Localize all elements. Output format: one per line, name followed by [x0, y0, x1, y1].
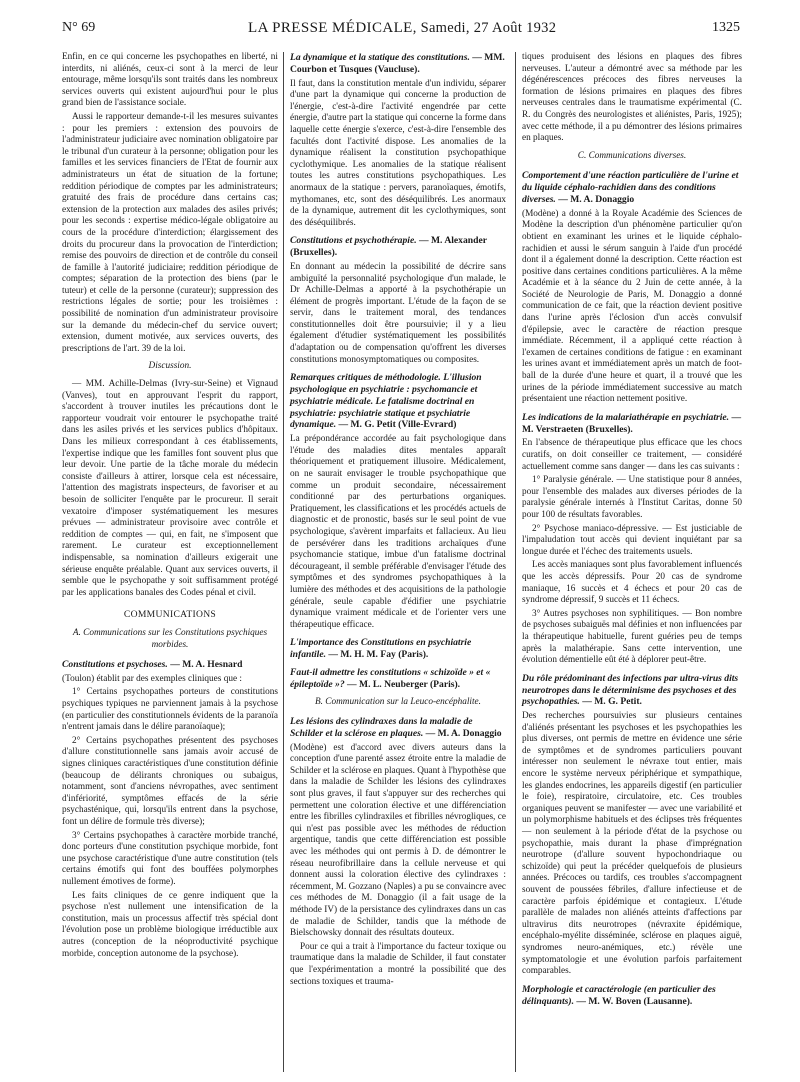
- communications-heading: COMMUNICATIONS: [123, 609, 217, 621]
- paragraph: (Modène) a donné à la Royale Académie des Sciences de Modène la description d'un phénomène particulier qu'on obtient en examinant les urines et le liquide céphalo-rachidien et aussi le sérum sanguin à l'aide d'un procédé dont il a également donné la description. Cette réaction est positive dans certaines conditions particulières. A la même Académie et à la séance du 2 Juin de cette année, à la Société de Neurologie de Paris, M. Donaggio a donné communication de ce fait, que la réaction devient positive dans l'urine après l'éclosion d'un accès convulsif d'épilepsie, avec le caractère de réaction presque immédiate. Récemment, il a appliqué cette réaction à l'examen de certaines conditions de fatigue : en examinant les urines avant et immédiatement après un match de foot-ball de la durée d'une heure et quart, il a trouvé que les urines de la période immédiatement successive au match présentaient une réaction nettement positive.: [522, 208, 742, 405]
- article-author: — M. Alexander (Bruxelles).: [290, 235, 487, 259]
- paragraph: 2° Certains psychopathes présentent des psychoses d'allure constitutionnelle sans jamais avoir accusé de signes cliniques caractéristiques d'une constitution définie (beaucoup de délirants chroniques ou subaigus, notamment, sont d'anciens névropathes, avec sentiment d'infériorité, symptômes effacés de la série psychasténique, qui, lorsqu'ils entrent dans la psychose, font un délire de formule très diverse);: [62, 735, 278, 828]
- article-heading: [290, 52, 506, 76]
- article-author: — M. Verstraeten (Bruxelles).: [522, 411, 742, 435]
- paragraph: Les accès maniaques sont plus favorablement influencés que les accès dépressifs. Pour 20 cas de syndrome maniaque, 16 succès et 4 échecs et pour 20 cas de syndrome dépressif, 9 succès et 11 échecs.: [522, 560, 742, 606]
- article-heading: [522, 984, 742, 1008]
- article-author: — M. A. Donaggio: [555, 193, 635, 205]
- paragraph: La prépondérance accordée au fait psychologique dans l'étude des maladies dites mentales apparaît théoriquement et pratiquement illusoire. Médicalement, on ne saurait envisager le trouble psychopathique que comme un produit secondaire, nécessairement conditionné par des perturbations organiques. Pratiquement, les classifications et les procédés actuels de diagnostic et de pronostic, basés sur le seul point de vue psychologique, s'avèrent imparfaits et fallacieux. Au lieu de persévérer dans les traditions archaïques d'une psychomancie statique, imbue d'un fatalisme doctrinal décourageant, il semble préférable d'envisager l'étude des symptômes et des syndromes psychopathiques à la lumière des méthodes et des acquisitions de la pathologie générale, seule capable d'édifier une psychiatrie dynamique vraiment médicale et de l'orienter vers une thérapeutique efficace.: [290, 434, 506, 630]
- paragraph: Des recherches poursuivies sur plusieurs centaines d'aliénés présentant les psychoses et les psychopathies les plus diverses, ont permis de mettre en évidence une série de symptômes et de syndromes particuliers pouvant intéresser non seulement le névraxe tout entier, mais encore le système nerveux périphérique et sympathique, les glandes endocrines, les appareils digestif (en particulier le foie), respiratoire, circulatoire, etc. Ces troubles organiques peuvent se manifester — avec une variabilité et un polymorphisme habituels et des éclipses très fréquentes — non seulement à la période d'état de la psychose ou psychopathie, mais durant la phase d'imprégnation neurotrope (d'allure souvent hypochondriaque ou schizoïde) qui peut la précéder quelquefois de plusieurs années. Précoces ou tardifs, ces troubles s'accompagnent souvent de poussées fébriles, d'allure infectieuse et de caractère parfois épidémique et contagieux. L'étude parallèle de malades non aliénés atteints d'affections par ultravirus dits neurotropes (névraxite épidémique, encéphalo-myélite disséminée, sclérose en plaques aiguë, syndromes neuro-anémiques, etc.) révèle une symptomatologie et une évolution parfois parfaitement comparables.: [522, 711, 742, 977]
- article-author: — M. W. Boven (Lausanne).: [573, 995, 693, 1007]
- article-title: Les lésions des cylindraxes dans la maladie de Schilder et la sclérose en plaques.: [290, 716, 473, 739]
- column-rule: [283, 52, 284, 1072]
- discussion-heading: Discussion.: [148, 361, 192, 372]
- running-title: LA PRESSE MÉDICALE, Samedi, 27 Août 1932: [248, 20, 557, 36]
- issue-number: N° 69: [62, 20, 96, 35]
- article-title: Du rôle prédominant des infections par ultra-virus dits neurotropes dans le déterminisme des psychoses et des psychopathies.: [522, 672, 739, 708]
- article-title: Constitutions et psychothérapie.: [290, 235, 417, 247]
- article-heading: [290, 716, 506, 740]
- section-a-heading: A. Communications sur les Constitutions psychiques morbides.: [72, 627, 268, 650]
- section-b-heading: B. Communication sur la Leuco-encéphalite.: [315, 696, 481, 707]
- article-title: Les indications de la malariathérapie en psychiatrie.: [522, 411, 730, 423]
- article-author: — M. H. M. Fay (Paris).: [325, 649, 429, 661]
- column-2: [290, 52, 506, 990]
- article-author: — M. G. Petit.: [579, 696, 642, 708]
- column-1: [62, 52, 278, 962]
- article-heading: [290, 637, 506, 661]
- paragraph: Les faits cliniques de ce genre indiquent que la psychose n'est nullement une intensification de la constitution, mais un processus affectif très spécial dont l'évolution pose un problème biologique irréductible aux autres (conception de la néoproductivité psychique morbide, conception autonome de la psychose).: [62, 890, 278, 959]
- article-heading: [522, 673, 742, 708]
- article-heading: [290, 235, 506, 259]
- article-title: Morphologie et caractérologie (en particulier des délinquants).: [522, 983, 716, 1007]
- paragraph: (Toulon) établit par des exemples cliniques que :: [62, 673, 242, 684]
- paragraph: En l'absence de thérapeutique plus efficace que les chocs curatifs, on doit conseiller ce traitement, — considéré actuellement comme sans danger — dans les cas suivants :: [522, 438, 742, 472]
- article-title: Constitutions et psychoses.: [62, 659, 168, 671]
- paragraph: — MM. Achille-Delmas (Ivry-sur-Seine) et Vignaud (Vanves), tout en approuvant l'esprit du rapport, s'accordent à trouver inutiles les précautions dont le rapporteur voudrait voir entourer le psychopathe traité dans les asiles privés et les services publics d'hôpitaux. Dans les milieux correspondant à ces établissements, l'expertise indique que les familles font souvent plus que leur devoir. Une partie de la tâche morale du médecin consiste d'ailleurs à attirer, lorsque cela est nécessaire, l'attention des magistrats inspecteurs, de favoriser et au besoin de solliciter l'enquête par le procureur. Il serait vexatoire d'imposer systématiquement les mesures prévues — administrateur provisoire avec contrôle et reddition de comptes — qui, en fait, ne s'imposent que rarement. Le curateur est exceptionnellement indispensable, sa nomination d'ailleurs exigerait une sérieuse enquête préalable. Quant aux services ouverts, il semble que le psychopathe y soit suffisamment protégé par les applications banales des Codes pénal et civil.: [62, 379, 278, 598]
- paragraph: En donnant au médecin la possibilité de décrire sans ambiguïté la personnalité psychologique d'un malade, le Dr Achille-Delmas a apporté à la psychothérapie un élément de progrès important. L'étude de la façon de se servir, dans le traitement moral, des tendances constitutionnelles doit être poursuivie; il y a lieu également d'étudier systématiquement les possibilités d'adaptation ou de compensation qu'offrent les diverses constitutions monosymptomatiques ou composites.: [290, 261, 506, 365]
- article-heading: [290, 372, 506, 431]
- article-author: — MM. Courbon et Tusques (Vaucluse).: [290, 52, 505, 75]
- paragraph: 3° Autres psychoses non syphilitiques. — Bon nombre de psychoses subaiguës mal définies et non influencées par la thérapeutique habituelle, furent guéries peu de temps après la malathérapie. Sans cette intervention, une évolution démentielle eût été à déplorer peut-être.: [522, 608, 742, 666]
- article-heading: [290, 667, 506, 691]
- article-title: Faut-il admettre les constitutions « schizoïde » et « épileptoïde »?: [290, 666, 491, 690]
- paragraph: Aussi le rapporteur demande-t-il les mesures suivantes : pour les premiers : extension des pouvoirs de l'administrateur judiciaire avec nomination obligatoire par le tribunal d'un curateur à la personne; obligation pour les familles et les services financiers de l'Etat de fournir aux administrateurs un état de situation de la fortune; reddition périodique de comptes par les administrateurs; gratuité des frais de procédure dans certains cas; extension de la protection aux malades des asiles privés; pour les seconds : expertise médico-légale obligatoire au cours de la procédure d'interdiction; élargissement des droits du procureur dans la provocation de l'interdiction; remise des pouvoirs de direction et de contrôle du conseil de famille à l'autorité judiciaire; reddition périodique de comptes; séparation de la protection des biens (par le tuteur) et celle de la personne (curateur); suppression des restrictions légales de sortie; pour les troisièmes : possibilité de nomination d'un administrateur provisoire sur la demande du médecin-chef du service ouvert; extension, dument motivée, aux services ouverts, des prescriptions de l'art. 39 de la loi.: [62, 111, 278, 354]
- paragraph: Pour ce qui a trait à l'importance du facteur toxique ou traumatique dans la maladie de Schilder, il faut constater que l'expérimentation a montré la possibilité que des sections toxiques et trauma-: [290, 941, 506, 987]
- paragraph: 2° Psychose maniaco-dépressive. — Est justiciable de l'impaludation tout accès qui devient inquiétant par sa longue durée et l'échec des traitements usuels.: [522, 523, 742, 557]
- article-heading: [522, 412, 742, 436]
- article-author: — M. L. Neuberger (Paris).: [344, 678, 461, 690]
- article-heading: [62, 659, 278, 671]
- article-author: — M. G. Petit (Ville-Evrard): [336, 419, 457, 431]
- article-title: Remarques critiques de méthodologie. L'illusion psychologique en psychiatrie : psychomancie et psychiatrie médicale. Le fatalisme doctrinal en psychiatrie: psychiatrie statique et psychiatrie dynamique.: [290, 372, 482, 431]
- page-number: 1325: [712, 20, 740, 35]
- journal-name: LA PRESSE MÉDICALE: [248, 20, 413, 36]
- article-author: — M. A. Hesnard: [167, 659, 243, 671]
- paragraph: 1° Paralysie générale. — Une statistique pour 8 années, pour l'ensemble des malades aux diverses périodes de la paralysie générale internés à l'Institut Caritas, donne 50 pour 100 de résultats favorables.: [522, 475, 742, 520]
- article-heading: [522, 170, 742, 205]
- paragraph: Enfin, en ce qui concerne les psychopathes en liberté, ni interdits, ni aliénés, ceux-ci sont à la merci de leur entourage, même lorsqu'ils sont traités dans les nombreux services ouverts qui existent aujourd'hui pour le plus grand bien de l'assistance sociale.: [62, 52, 278, 109]
- paragraph: tiques produisent des lésions en plaques des fibres nerveuses. L'auteur a démontré avec sa méthode par les dégénérescences précoces des fibres nerveuses la formation de lésions primaires en plaques des fibres nerveuses centrales dans le traumatisme expérimental (C. R. du Congrès des neurologistes et aliénistes, Paris, 1925); avec cette méthode, il a pu démontrer des lésions primaires en plaques.: [522, 52, 742, 144]
- section-c-heading: C. Communications diverses.: [577, 150, 687, 161]
- paragraph: (Modène) est d'accord avec divers auteurs dans la conception d'une parenté assez étroite entre la maladie de Schilder et la sclérose en plaques. Quant à l'hypothèse que dans la maladie de Schilder les lésions des cylindraxes sont plus graves, il faut s'appuyer sur des recherches qui permettent une coloration élective et une différenciation entre les fibrilles cylindraxiles et fibrilles névrogliques, ce qui n'est pas possible avec les méthodes de réduction argentique, tandis que cette différenciation est possible avec les méthodes qui ont permis à D. de démontrer le réseau neurofibrillaire dans la cellule nerveuse et qui donnent aussi la coloration élective des cylindraxes : récemment, M. Gozzano (Naples) a pu se convaincre avec ces méthodes de M. Donaggio (il a fait usage de la méthode IV) de la persistance des cylindraxes dans un cas de maladie de Schilder, tandis que la méthode de Bielschowsky donnait des résultats douteux.: [290, 742, 506, 939]
- column-3: [522, 52, 742, 1010]
- article-title: La dynamique et la statique des constitutions.: [290, 52, 470, 63]
- paragraph: Il faut, dans la constitution mentale d'un individu, séparer d'une part la dynamique qui concerne la production de l'énergie, c'est-à-dire l'activité engendrée par cette énergie, d'autre part la statique qui concerne la forme dans laquelle cette énergie s'exerce, c'est-à-dire l'ensemble des facultés dont l'activité dispose. Les anomalies de la dynamique réalisent la constitution psychopathique cyclothymique. Les anomalies de la statique réalisent toutes les autres constitutions psychopathiques. Les anormaux de la statique : pervers, paranoïaques, émotifs, mythomanes, etc, sont des déséquilibrés. Les anormaux de la dynamique, autrement dit les cyclothymiques, sont des déséquilibrés.: [290, 78, 506, 228]
- paragraph: 3° Certains psychopathes à caractère morbide tranché, donc porteurs d'une constitution psychique morbide, font une psychose caractéristique d'une autre constitution (tels certains émotifs qui font des bouffées polymorphes nullement émotives de forme).: [62, 830, 278, 887]
- article-title: L'importance des Constitutions en psychiatrie infantile.: [290, 637, 472, 661]
- article-author: — M. A. Donaggio: [423, 727, 502, 739]
- paragraph: 1° Certains psychopathes porteurs de constitutions psychiques typiques ne parviennent jamais à la psychose (en particulier des constitutionnels évidents de la paranoïa n'entrent jamais dans le délire paranoïaque);: [62, 687, 278, 733]
- page-header: [62, 0, 742, 36]
- article-title: Comportement d'une réaction particulière de l'urine et du liquide céphalo-rachidien dans des conditions diverses.: [522, 170, 739, 205]
- column-rule: [515, 52, 516, 1072]
- issue-date: Samedi, 27 Août 1932: [420, 20, 557, 36]
